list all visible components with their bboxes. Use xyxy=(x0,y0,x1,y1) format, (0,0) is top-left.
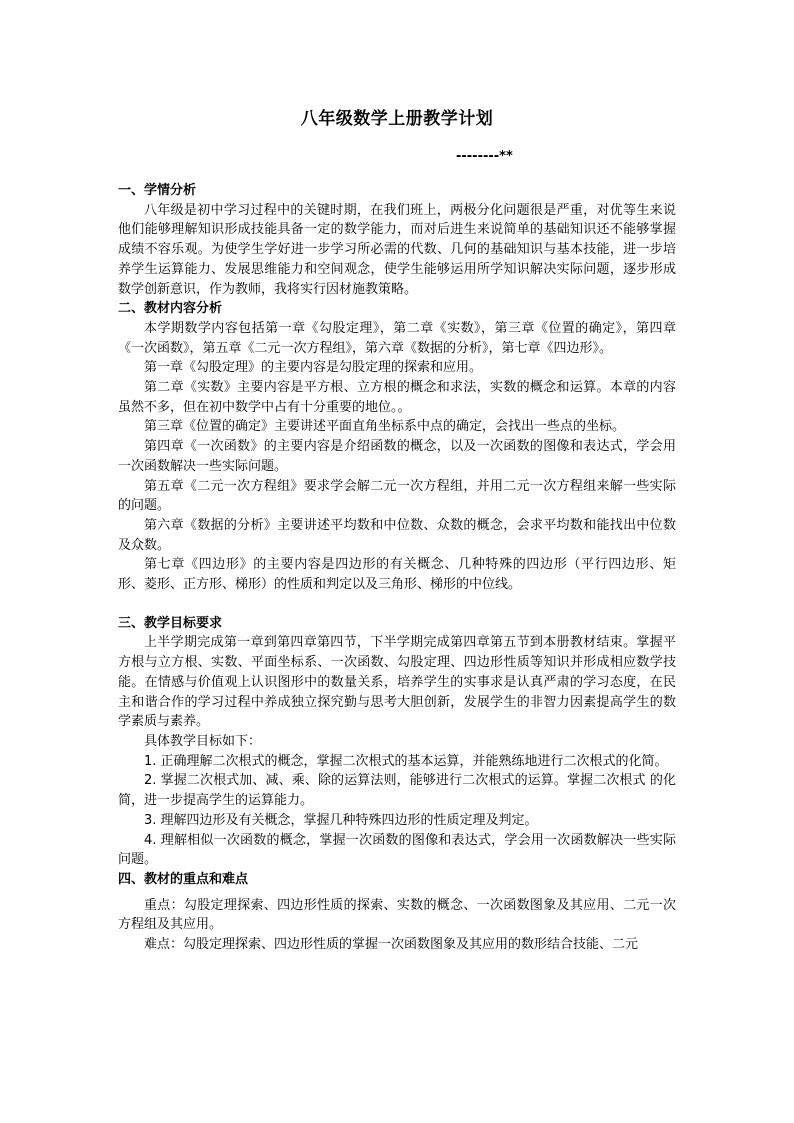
paragraph: 第三章《位置的确定》主要讲述平面直角坐标系中点的确定，会找出一些点的坐标。 xyxy=(144,419,626,435)
paragraph: 本学期数学内容包括第一章《勾股定理》，第二章《实数》，第三章《位置的确定》，第四章《一次函数》，第五章《二元一次方程组》，第六章《数据的分析》，第七章《四边形》。 xyxy=(118,320,676,356)
paragraph: 具体教学目标如下： xyxy=(144,733,262,749)
document-body xyxy=(118,181,676,955)
goal-item-3: 3. 理解四边形及有关概念，掌握几种特殊四边形的性质定理及判定。 xyxy=(144,812,538,828)
paragraph: 第六章《数据的分析》主要讲述平均数和中位数、众数的概念，会求平均数和能找出中位数及众数。 xyxy=(118,517,676,553)
goal-item-1: 1. 正确理解二次根式的概念，掌握二次根式的基本运算，并能熟练地进行二次根式的化简。 xyxy=(144,753,668,769)
paragraph: 第二章《实数》主要内容是平方根、立方根的概念和求法，实数的概念和运算。本章的内容虽然不多，但在初中数学中占有十分重要的地位。。 xyxy=(118,380,676,415)
document-title: 八年级数学上册教学计划 xyxy=(300,109,494,129)
paragraph: 上半学期完成第一章到第四章第四节，下半学期完成第四章第五节到本册教材结束。掌握平方根与立方根、实数、平面坐标系、一次函数、勾股定理、四边形性质等知识并形成相应数学技能。在情感与价值观上认识图形中的数量关系，培养学生的实事求是认真严肃的学习态度，在民主和谐合作的学习过程中养成独立探究勤与思考大胆创新，发展学生的非智力因素提高学生的数学素质与素养。 xyxy=(118,635,676,730)
paragraph: 第一章《勾股定理》的主要内容是勾股定理的探索和应用。 xyxy=(144,360,483,376)
paragraph: 重点：勾股定理探索、四边形性质的探索、实数的概念、一次函数图象及其应用、二元一次方程组及其应用。 xyxy=(118,897,676,933)
author-signature: --------** xyxy=(456,149,513,164)
paragraph: 八年级是初中学习过程中的关键时期，在我们班上，两极分化问题很是严重，对优等生来说他们能够理解知识形成技能具备一定的数学能力，而对后进生来说简单的基础知识还不能够掌握成绩不容乐观。为使学生学好进一步学习所必需的代数、几何的基础知识与基本技能，进一步培养学生运算能力、发展思维能力和空间观念，使学生能够运用所学知识解决实际问题，逐步形成数学创新意识，作为教师，我将实行因材施教策略。 xyxy=(118,202,676,297)
spacer xyxy=(118,595,676,614)
paragraph: 难点：勾股定理探索、四边形性质的掌握一次函数图象及其应用的数形结合技能、二元 xyxy=(144,937,639,953)
paragraph: 第七章《四边形》的主要内容是四边形的有关概念、几种特殊的四边形（平行四边形、矩形、菱形、正方形、梯形）的性质和判定以及三角形、梯形的中位线。 xyxy=(118,557,676,593)
section-heading-textbook-analysis: 二、教材内容分析 xyxy=(118,301,223,317)
goal-item-2: 2. 掌握二次根式加、减、乘、除的运算法则，能够进行二次根式的运算。掌握二次根式 的化简，进一步提高学生的运算能力。 xyxy=(118,773,676,809)
paragraph: 第四章《一次函数》的主要内容是介绍函数的概念，以及一次函数的图像和表达式，学会用一次函数解决一些实际问题。 xyxy=(118,439,676,474)
section-heading-teaching-goals: 三、教学目标要求 xyxy=(118,615,223,631)
section-heading-key-points: 四、教材的重点和难点 xyxy=(118,871,249,887)
section-heading-student-analysis: 一、学情分析 xyxy=(118,183,197,198)
paragraph: 第五章《二元一次方程组》要求学会解二元一次方程组，并用二元一次方程组来解一些实际的问题。 xyxy=(118,478,676,514)
goal-item-4: 4. 理解相似一次函数的概念，掌握一次函数的图像和表达式，学会用一次函数解决一些实际问题。 xyxy=(118,832,676,868)
